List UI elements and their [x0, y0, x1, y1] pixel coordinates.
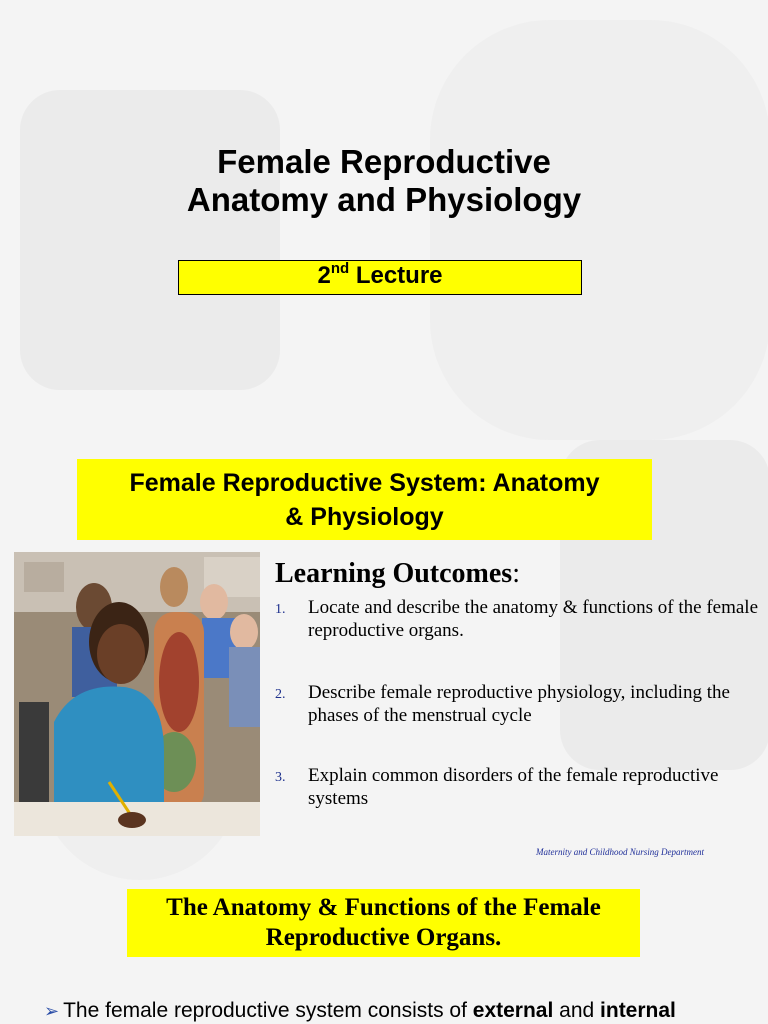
background-shape	[20, 90, 280, 390]
lecture-word: Lecture	[355, 262, 443, 289]
right-arrow-icon: ➢	[44, 1001, 60, 1021]
bullet-text-start: The female reproductive system consists of	[63, 999, 473, 1022]
lecture-superscript: nd	[330, 260, 350, 277]
learning-outcomes-colon: :	[512, 558, 520, 589]
heading-line-2: & Physiology	[285, 502, 444, 531]
title-line-2: Anatomy and Physiology	[186, 181, 582, 218]
classroom-photo	[14, 552, 260, 836]
list-item-text: Describe female reproductive physiology, including the phases of the menstrual cycle	[308, 682, 730, 726]
bullet-bold-internal: internal	[600, 999, 676, 1022]
bullet-text-mid: and	[553, 999, 601, 1022]
classroom-photo-illustration	[14, 552, 260, 836]
background-shape	[430, 20, 768, 440]
lecture-number: 2	[317, 262, 331, 289]
learning-outcomes-title	[275, 558, 520, 590]
list-item-number: 1.	[275, 602, 286, 617]
learning-outcomes-label: Learning Outcomes	[275, 558, 513, 589]
heading-line-1: The Anatomy & Functions of the Female	[166, 894, 601, 921]
list-item-text: Explain common disorders of the female reproductive systems	[308, 765, 719, 809]
list-item-text: Locate and describe the anatomy & functions of the female reproductive organs.	[308, 597, 759, 641]
bullet-point	[44, 998, 764, 1024]
department-footer: Maternity and Childhood Nursing Department	[536, 847, 704, 857]
list-item-number: 2.	[275, 687, 286, 702]
heading-line-2: Reproductive Organs.	[265, 924, 502, 951]
section-heading	[127, 889, 640, 957]
list-item-number: 3.	[275, 770, 286, 785]
lecture-label	[178, 260, 582, 295]
title-line-1: Female Reproductive	[217, 143, 551, 180]
heading-line-1: Female Reproductive System: Anatomy	[129, 468, 600, 497]
page-title	[0, 143, 768, 219]
section-heading	[77, 459, 652, 540]
bullet-bold-external: external	[472, 999, 554, 1022]
